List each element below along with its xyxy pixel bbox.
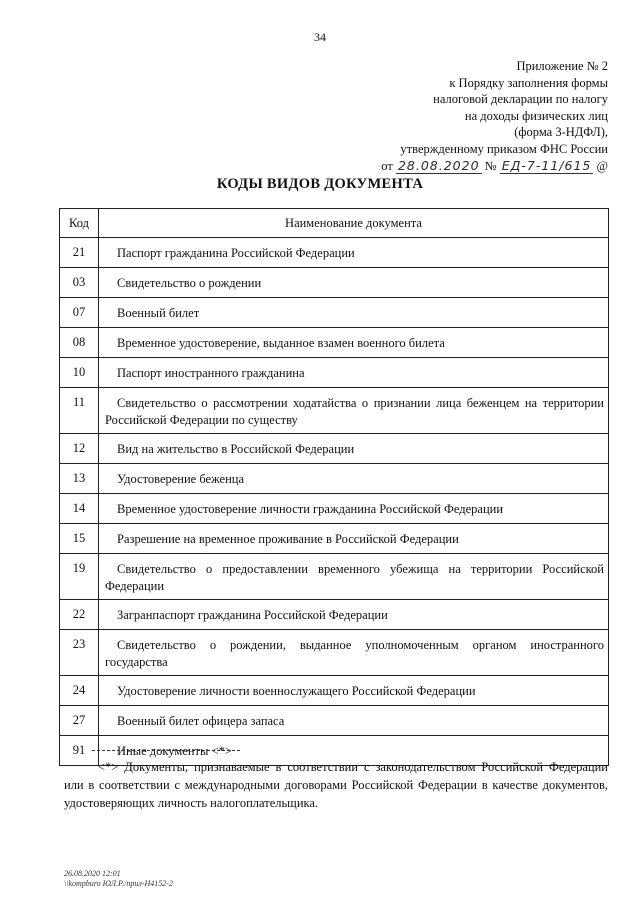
name-cell [99,268,609,298]
name-text: Вид на жительство в Российской Федерации [117,442,355,456]
code-cell: 19 [60,554,99,600]
header-name: Наименование документа [99,209,609,238]
appendix-line: к Порядку заполнения формы [449,75,608,90]
name-cell [99,600,609,630]
table-row [60,434,609,464]
name-text: Военный билет офицера запаса [117,714,285,728]
name-cell [99,358,609,388]
table-row [60,328,609,358]
table-row [60,600,609,630]
code-cell: 91 [60,736,99,766]
code-cell: 24 [60,676,99,706]
name-text: Свидетельство о рождении, выданное уполномоченным органом иностранного государства [105,638,604,669]
header-code: Код [60,209,99,238]
table-header-row [60,209,609,238]
document-title: КОДЫ ВИДОВ ДОКУМЕНТА [216,176,424,192]
table-row [60,298,609,328]
handwritten-date: 28.08.2020 [397,157,480,173]
name-text: Разрешение на временное проживание в Российской Федерации [117,532,459,546]
table-row [60,630,609,676]
footnote-divider [92,750,240,751]
name-cell [99,298,609,328]
table-row [60,358,609,388]
name-text: Свидетельство о рождении [117,276,262,290]
name-cell [99,328,609,358]
name-cell [99,554,609,600]
table-row [60,464,609,494]
appendix-line: Приложение № 2 [516,59,608,73]
name-text: Временное удостоверение личности гражданина Российской Федерации [117,502,504,516]
at-sign: @ [596,158,608,173]
code-cell: 23 [60,630,99,676]
code-cell: 22 [60,600,99,630]
code-cell: 14 [60,494,99,524]
code-cell: 27 [60,706,99,736]
code-cell: 07 [60,298,99,328]
document-codes-table [59,208,609,766]
name-cell [99,238,609,268]
code-cell: 21 [60,238,99,268]
name-cell [99,494,609,524]
appendix-note [308,58,608,174]
footnote: <*> Документы, признаваемые в соответствии с законодательством Российской Федерации или в соответствии с международными договорами Российской Федерации в качестве документов, удостоверяющих личность налогоплательщика. [64,760,608,810]
code-cell: 13 [60,464,99,494]
code-cell: 08 [60,328,99,358]
name-text: Временное удостоверение, выданное взамен военного билета [117,336,445,350]
appendix-line: утвержденному приказом ФНС России [400,141,608,156]
name-cell [99,676,609,706]
name-cell [99,706,609,736]
name-text: Удостоверение беженца [117,472,245,486]
table-row [60,388,609,434]
table-row [60,676,609,706]
order-date-number [308,158,608,175]
table-row [60,706,609,736]
name-cell [99,524,609,554]
page-number: 34 [314,30,326,44]
name-cell [99,388,609,434]
handwritten-order-number: ЕД-7-11/615 [501,157,592,173]
stamp-path: \\kompburo ЮЛ.Р./прил-Н4152-2 [64,879,173,888]
code-cell: 03 [60,268,99,298]
number-label: № [484,158,497,173]
name-text: Иные документы <*> [117,744,232,758]
name-text: Свидетельство о рассмотрении ходатайства о признании лица беженцем на территории Российской Федерации по существу [105,396,604,427]
appendix-line: на доходы физических лиц [464,108,608,123]
appendix-line: налоговой декларации по налогу [433,92,608,107]
table-row [60,238,609,268]
code-cell: 12 [60,434,99,464]
name-text: Паспорт иностранного гражданина [117,366,305,380]
table-row [60,554,609,600]
name-cell [99,464,609,494]
name-text: Загранпаспорт гражданина Российской Федерации [117,608,388,622]
table-row [60,524,609,554]
name-text: Удостоверение личности военнослужащего Российской Федерации [117,684,476,698]
from-label: от [381,158,393,173]
appendix-line: (форма 3-НДФЛ), [514,125,608,140]
name-text: Свидетельство о предоставлении временного убежища на территории Российской Федерации [105,562,604,593]
stamp-datetime: 26.08.2020 12:01 [64,869,121,878]
table-row [60,494,609,524]
name-cell [99,434,609,464]
code-cell: 10 [60,358,99,388]
code-cell: 15 [60,524,99,554]
name-cell [99,630,609,676]
name-text: Паспорт гражданина Российской Федерации [117,246,355,260]
code-cell: 11 [60,388,99,434]
print-stamp [64,869,173,889]
table-row [60,268,609,298]
name-text: Военный билет [117,306,200,320]
